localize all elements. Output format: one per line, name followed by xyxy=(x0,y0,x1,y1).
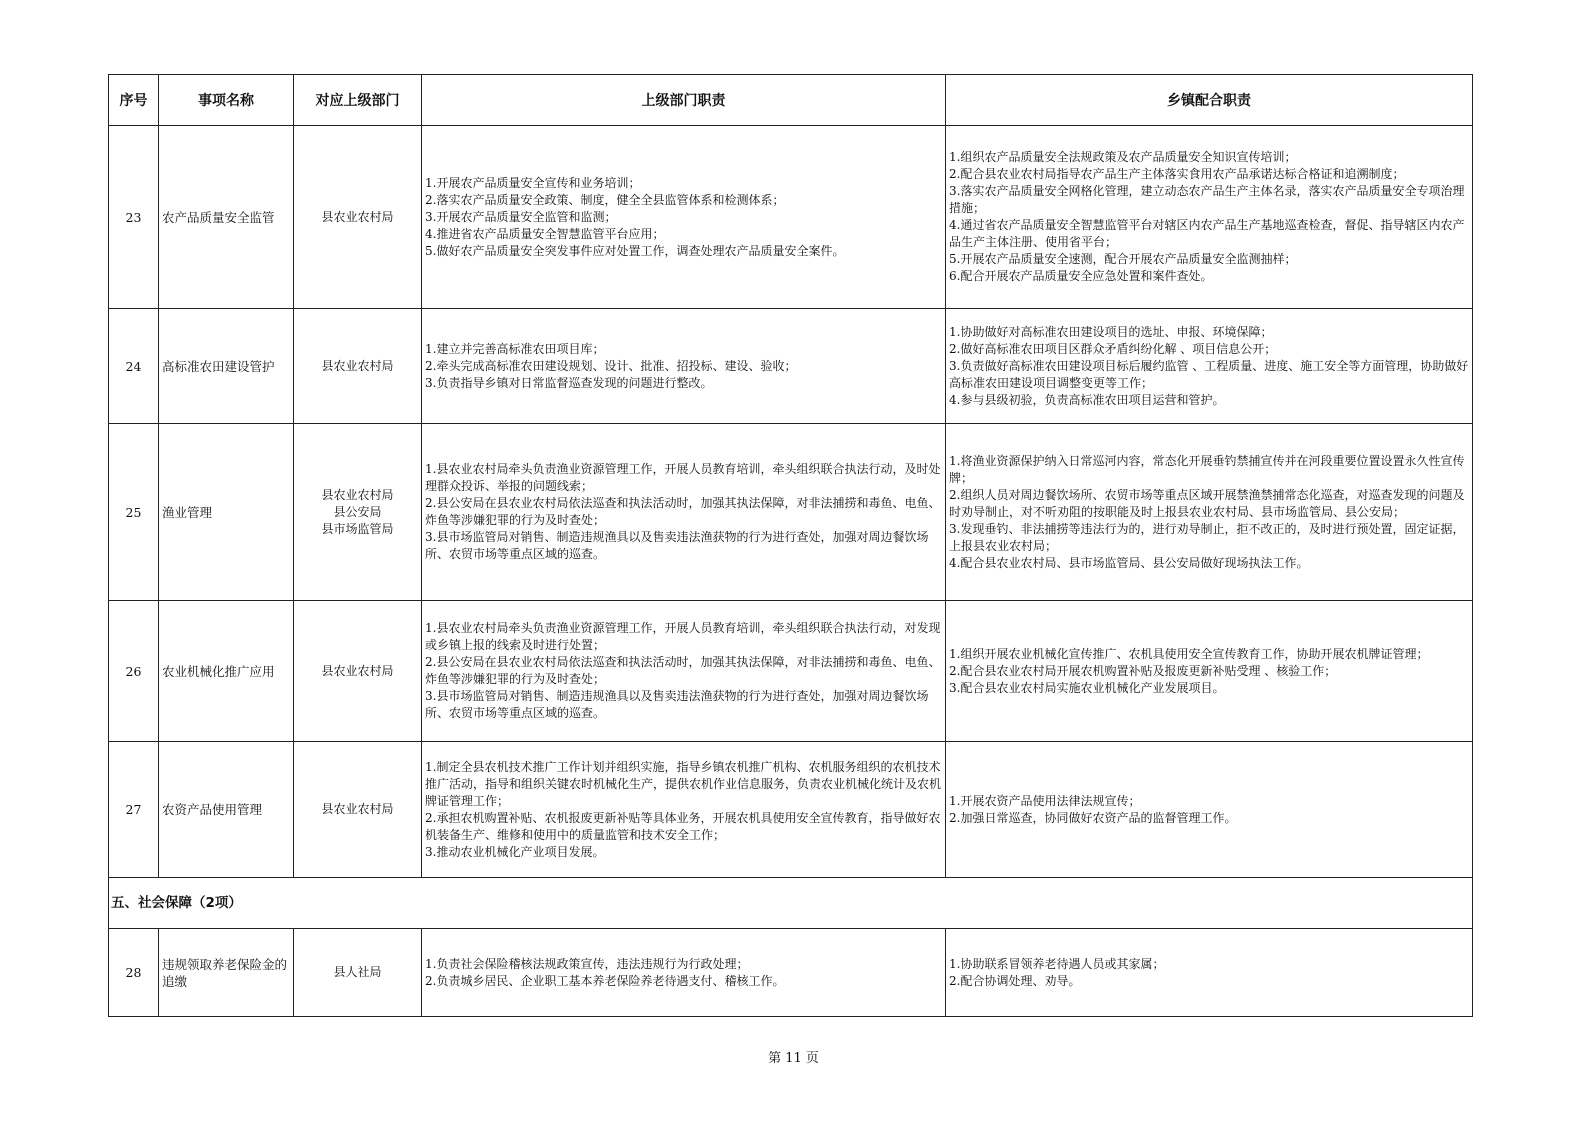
header-town-duty: 乡镇配合职责 xyxy=(946,75,1473,126)
table-row xyxy=(109,929,1473,1017)
row-no: 23 xyxy=(109,126,159,309)
header-row xyxy=(109,75,1473,126)
row-no: 25 xyxy=(109,424,159,601)
row-dept: 县人社局 xyxy=(294,929,422,1017)
row-no: 27 xyxy=(109,742,159,878)
row-item-name: 农产品质量安全监管 xyxy=(159,126,294,309)
row-item-name: 违规领取养老保险金的追缴 xyxy=(159,929,294,1017)
row-item-name: 农资产品使用管理 xyxy=(159,742,294,878)
row-no: 26 xyxy=(109,601,159,742)
row-upper-duty: 1.开展农产品质量安全宣传和业务培训； 2.落实农产品质量安全政策、制度，健全全县监管体系和检测体系； 3.开展农产品质量安全监管和监测； 4.推进省农产品质量安全智慧监管平台应用； 5.做好农产品质量安全突发事件应对处置工作，调查处理农产品质量安全案件。 xyxy=(422,126,946,309)
row-item-name: 渔业管理 xyxy=(159,424,294,601)
row-upper-duty: 1.负责社会保险稽核法规政策宣传，违法违规行为行政处理； 2.负责城乡居民、企业职工基本养老保险养老待遇支付、稽核工作。 xyxy=(422,929,946,1017)
header-upper-duty: 上级部门职责 xyxy=(422,75,946,126)
header-dept: 对应上级部门 xyxy=(294,75,422,126)
row-upper-duty: 1.县农业农村局牵头负责渔业资源管理工作，开展人员教育培训，牵头组织联合执法行动，及时处理群众投诉、举报的问题线索； 2.县公安局在县农业农村局依法巡查和执法活动时，加强其执法保障，对非法捕捞和毒鱼、电鱼、炸鱼等涉嫌犯罪的行为及时查处； 3.县市场监管局对销售、制造违规渔具以及售卖违法渔获物的行为进行查处，加强对周边餐饮场所、农贸市场等重点区域的巡查。 xyxy=(422,424,946,601)
row-dept: 县农业农村局 xyxy=(294,742,422,878)
row-no: 28 xyxy=(109,929,159,1017)
row-item-name: 农业机械化推广应用 xyxy=(159,601,294,742)
row-upper-duty: 1.县农业农村局牵头负责渔业资源管理工作，开展人员教育培训，牵头组织联合执法行动，对发现或乡镇上报的线索及时进行处置； 2.县公安局在县农业农村局依法巡查和执法活动时，加强其执法保障，对非法捕捞和毒鱼、电鱼、炸鱼等涉嫌犯罪的行为及时查处； 3.县市场监管局对销售、制造违规渔具以及售卖违法渔获物的行为进行查处，加强对周边餐饮场所、农贸市场等重点区域的巡查。 xyxy=(422,601,946,742)
row-dept: 县农业农村局 县公安局 县市场监管局 xyxy=(294,424,422,601)
row-town-duty: 1.组织农产品质量安全法规政策及农产品质量安全知识宣传培训； 2.配合县农业农村局指导农产品生产主体落实食用农产品承诺达标合格证和追溯制度； 3.落实农产品质量安全网格化管理，建立动态农产品生产主体名录，落实农产品质量安全专项治理措施； 4.通过省农产品质量安全智慧监管平台对辖区内农产品生产基地巡查检查，督促、指导辖区内农产品生产主体注册、使用省平台； 5.开展农产品质量安全速测，配合开展农产品质量安全监测抽样； 6.配合开展农产品质量安全应急处置和案件查处。 xyxy=(946,126,1473,309)
table-row xyxy=(109,309,1473,424)
duty-table xyxy=(108,74,1473,1017)
row-upper-duty: 1.制定全县农机技术推广工作计划并组织实施，指导乡镇农机推广机构、农机服务组织的农机技术推广活动，指导和组织关键农时机械化生产，提供农机作业信息服务，负责农业机械化统计及农机牌证管理工作； 2.承担农机购置补贴、农机报废更新补贴等具体业务，开展农机具使用安全宣传教育，指导做好农机装备生产、维修和使用中的质量监管和技术安全工作； 3.推动农业机械化产业项目发展。 xyxy=(422,742,946,878)
table-row xyxy=(109,742,1473,878)
row-upper-duty: 1.建立并完善高标准农田项目库； 2.牵头完成高标准农田建设规划、设计、批准、招投标、建设、验收； 3.负责指导乡镇对日常监督巡查发现的问题进行整改。 xyxy=(422,309,946,424)
section-title: 五、社会保障（2项） xyxy=(109,878,1473,929)
table-row xyxy=(109,601,1473,742)
row-town-duty: 1.协助做好对高标准农田建设项目的选址、申报、环境保障； 2.做好高标准农田项目区群众矛盾纠纷化解 、项目信息公开； 3.负责做好高标准农田建设项目标后履约监管 、工程质量、进度、施工安全等方面管理，协助做好高标准农田建设项目调整变更等工作； 4.参与县级初验，负责高标准农田项目运营和管护。 xyxy=(946,309,1473,424)
header-name: 事项名称 xyxy=(159,75,294,126)
row-dept: 县农业农村局 xyxy=(294,601,422,742)
row-town-duty: 1.将渔业资源保护纳入日常巡河内容，常态化开展垂钓禁捕宣传并在河段重要位置设置永久性宣传牌； 2.组织人员对周边餐饮场所、农贸市场等重点区域开展禁渔禁捕常态化巡查，对巡查发现的问题及时劝导制止，对不听劝阻的按职能及时上报县农业农村局、县市场监管局、县公安局； 3.发现垂钓、非法捕捞等违法行为的，进行劝导制止，拒不改正的，及时进行预处置，固定证据，上报县农业农村局； 4.配合县农业农村局、县市场监管局、县公安局做好现场执法工作。 xyxy=(946,424,1473,601)
row-town-duty: 1.开展农资产品使用法律法规宣传； 2.加强日常巡查，协同做好农资产品的监督管理工作。 xyxy=(946,742,1473,878)
page-number: 第 11 页 xyxy=(768,1051,819,1066)
header-no: 序号 xyxy=(109,75,159,126)
row-dept: 县农业农村局 xyxy=(294,309,422,424)
row-no: 24 xyxy=(109,309,159,424)
row-item-name: 高标准农田建设管护 xyxy=(159,309,294,424)
row-town-duty: 1.协助联系冒领养老待遇人员或其家属； 2.配合协调处理、劝导。 xyxy=(946,929,1473,1017)
row-town-duty: 1.组织开展农业机械化宣传推广、农机具使用安全宣传教育工作，协助开展农机牌证管理； 2.配合县农业农村局开展农机购置补贴及报废更新补贴受理 、核验工作； 3.配合县农业农村局实施农业机械化产业发展项目。 xyxy=(946,601,1473,742)
row-dept: 县农业农村局 xyxy=(294,126,422,309)
section-row xyxy=(109,878,1473,929)
table-row xyxy=(109,424,1473,601)
table-row xyxy=(109,126,1473,309)
